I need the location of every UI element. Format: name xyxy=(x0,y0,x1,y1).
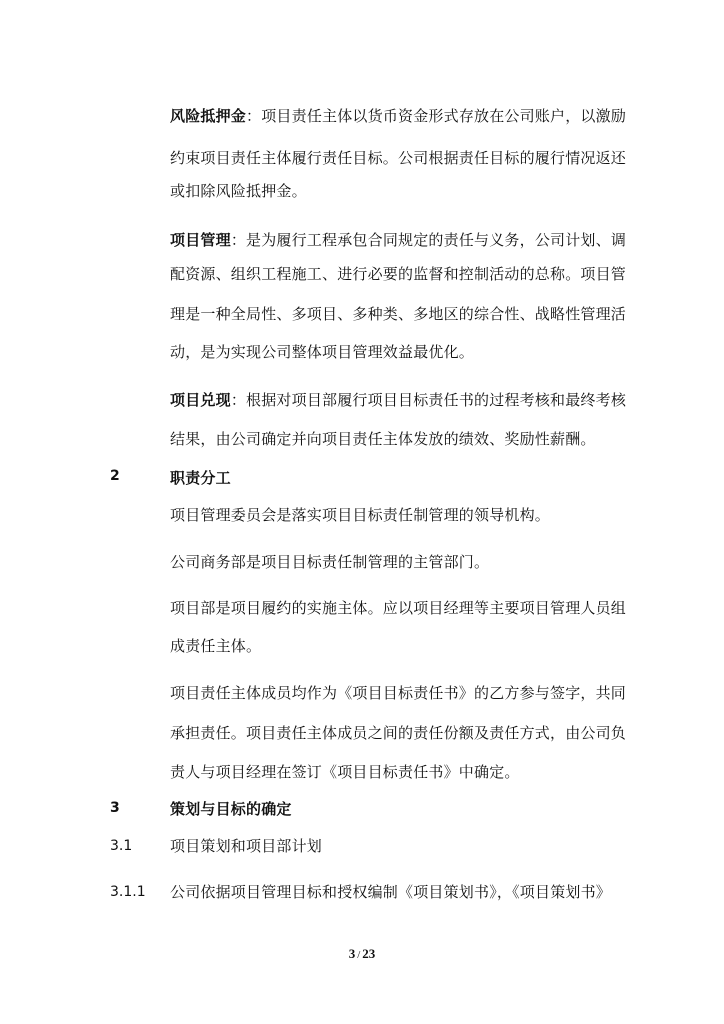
project-cash-definition-start: ：根据对项目部履行项目目标责任书的过程考核和最终考核 xyxy=(230,391,627,409)
page-separator: / xyxy=(357,949,361,961)
risk-deposit-term: 风险抵押金 xyxy=(170,107,247,125)
section-2-paragraph-4-line-2: 承担责任。项目责任主体成员之间的责任份额及责任方式，由公司负 xyxy=(170,724,627,742)
section-2-number: 2 xyxy=(110,468,120,484)
risk-deposit-line-2: 约束项目责任主体履行责任目标。公司根据责任目标的履行情况返还 xyxy=(170,149,627,167)
project-management-line-3: 理是一种全局性、多项目、多种类、多地区的综合性、战略性管理活 xyxy=(170,305,627,323)
section-2-paragraph-1: 项目管理委员会是落实项目目标责任制管理的领导机构。 xyxy=(170,506,551,524)
project-management-line-2: 配资源、组织工程施工、进行必要的监督和控制活动的总称。项目管 xyxy=(170,265,627,283)
section-2-paragraph-3-line-1: 项目部是项目履约的实施主体。应以项目经理等主要项目管理人员组 xyxy=(170,599,627,617)
section-3-1-number: 3.1 xyxy=(110,838,133,854)
total-pages-number: 23 xyxy=(362,946,376,961)
section-2-paragraph-4-line-3: 责人与项目经理在签订《项目目标责任书》中确定。 xyxy=(170,763,520,781)
project-management-line-1 xyxy=(170,230,626,250)
project-cash-line-2: 结果，由公司确定并向项目责任主体发放的绩效、奖励性薪酬。 xyxy=(170,430,596,448)
project-management-term: 项目管理 xyxy=(170,231,231,249)
risk-deposit-definition-start: ：项目责任主体以货币资金形式存放在公司账户，以激励 xyxy=(246,107,627,125)
project-cash-term: 项目兑现 xyxy=(170,391,231,409)
project-management-line-4: 动，是为实现公司整体项目管理效益最优化。 xyxy=(170,343,475,361)
section-3-1-1-number: 3.1.1 xyxy=(110,884,146,900)
project-management-definition-start: ：是为履行工程承包合同规定的责任与义务，公司计划、调 xyxy=(230,231,627,249)
section-3-1-1-text: 公司依据项目管理目标和授权编制《项目策划书》，《项目策划书》 xyxy=(170,883,612,901)
section-3-title: 策划与目标的确定 xyxy=(170,800,292,818)
risk-deposit-line-3: 或扣除风险抵押金。 xyxy=(170,182,307,200)
risk-deposit-line-1 xyxy=(170,106,626,126)
project-cash-line-1 xyxy=(170,390,626,410)
current-page-number: 3 xyxy=(348,946,356,961)
section-3-number: 3 xyxy=(110,800,120,816)
section-2-paragraph-3-line-2: 成责任主体。 xyxy=(170,637,262,655)
section-2-paragraph-2: 公司商务部是项目目标责任制管理的主管部门。 xyxy=(170,553,490,571)
section-3-1-title: 项目策划和项目部计划 xyxy=(170,837,323,855)
section-2-paragraph-4-line-1: 项目责任主体成员均作为《项目目标责任书》的乙方参与签字，共同 xyxy=(170,684,627,702)
section-2-title: 职责分工 xyxy=(170,469,231,487)
page-number-footer xyxy=(0,944,724,965)
